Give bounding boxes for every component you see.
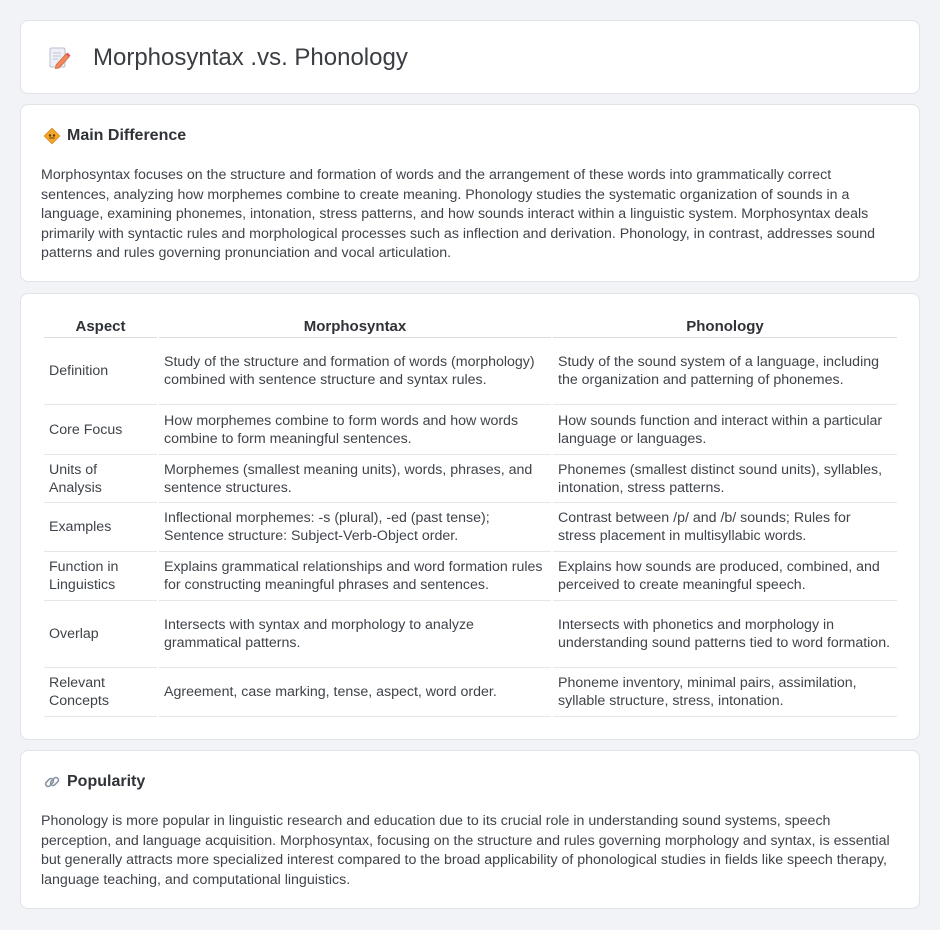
main-difference-text: Morphosyntax focuses on the structure and formation of words and the arrangement of these words into grammatically correct sentences, analyzing how morphemes combine to create meaning. Phonology studies the systematic organization of sounds in a language, examining phonemes, intonation, stress patterns, and how sounds interact within a linguistic system. Morphosyntax deals primarily with syntactic rules and morphological processes such as inflection and derivation. Phonology, in contrast, addresses sound patterns and rules governing pronunciation and vocal articulation. (41, 167, 876, 262)
table-row (44, 552, 897, 601)
header-phonology: Phonology (553, 316, 897, 338)
table-row (44, 601, 897, 668)
link-icon (43, 773, 61, 791)
main-difference-heading (43, 127, 186, 145)
row-morphosyntax: Morphemes (smallest meaning units), words, phrases, and sentence structures. (159, 455, 551, 503)
document-pencil-icon (47, 46, 71, 70)
row-phonology: Study of the sound system of a language, including the organization and patterning of phonemes. (553, 338, 897, 405)
row-morphosyntax: Agreement, case marking, tense, aspect, word order. (159, 668, 551, 717)
row-aspect: Examples (44, 503, 157, 552)
table-row (44, 668, 897, 717)
row-phonology: Contrast between /p/ and /b/ sounds; Rules for stress placement in multisyllabic words. (553, 503, 897, 552)
row-morphosyntax: Inflectional morphemes: -s (plural), -ed (past tense); Sentence structure: Subject-Verb-Object order. (159, 503, 551, 552)
row-aspect: Function in Linguistics (44, 552, 157, 601)
popularity-text: Phonology is more popular in linguistic research and education due to its crucial role in understanding sound systems, speech perception, and language acquisition. Morphosyntax, focusing on the structure and rules governing morphology and syntax, is essential but generally attracts more specialized interest compared to the broad applicability of phonological studies in fields like speech therapy, language teaching, and computational linguistics. (41, 813, 890, 888)
table-header-row (44, 316, 897, 338)
row-phonology: Phonemes (smallest distinct sound units), syllables, intonation, stress patterns. (553, 455, 897, 503)
row-phonology: Explains how sounds are produced, combined, and perceived to create meaningful speech. (553, 552, 897, 601)
header-morphosyntax: Morphosyntax (159, 316, 551, 338)
diamond-sign-icon (43, 127, 61, 145)
row-aspect: Relevant Concepts (44, 668, 157, 717)
main-difference-title: Main Difference (67, 127, 187, 144)
row-phonology: Intersects with phonetics and morphology in understanding sound patterns tied to word formation. (553, 601, 897, 668)
header-aspect: Aspect (44, 316, 157, 338)
row-morphosyntax: How morphemes combine to form words and how words combine to form meaningful sentences. (159, 405, 551, 455)
popularity-title: Popularity (67, 773, 146, 790)
row-aspect: Units of Analysis (44, 455, 157, 503)
page-title: Morphosyntax .vs. Phonology (93, 44, 408, 71)
row-aspect: Definition (44, 338, 157, 405)
row-morphosyntax: Study of the structure and formation of words (morphology) combined with sentence structure and syntax rules. (159, 338, 551, 405)
row-morphosyntax: Explains grammatical relationships and word formation rules for constructing meaningful phrases and sentences. (159, 552, 551, 601)
row-aspect: Overlap (44, 601, 157, 668)
row-phonology: Phoneme inventory, minimal pairs, assimilation, syllable structure, stress, intonation. (553, 668, 897, 717)
header-card (20, 20, 920, 94)
popularity-card (20, 750, 920, 909)
popularity-heading (43, 773, 145, 791)
table-row (44, 338, 897, 405)
table-row (44, 405, 897, 455)
table-row (44, 455, 897, 503)
row-phonology: How sounds function and interact within a particular language or languages. (553, 405, 897, 455)
row-aspect: Core Focus (44, 405, 157, 455)
row-morphosyntax: Intersects with syntax and morphology to analyze grammatical patterns. (159, 601, 551, 668)
comparison-table (42, 316, 899, 717)
comparison-card (20, 293, 920, 740)
main-difference-card (20, 104, 920, 282)
table-row (44, 503, 897, 552)
